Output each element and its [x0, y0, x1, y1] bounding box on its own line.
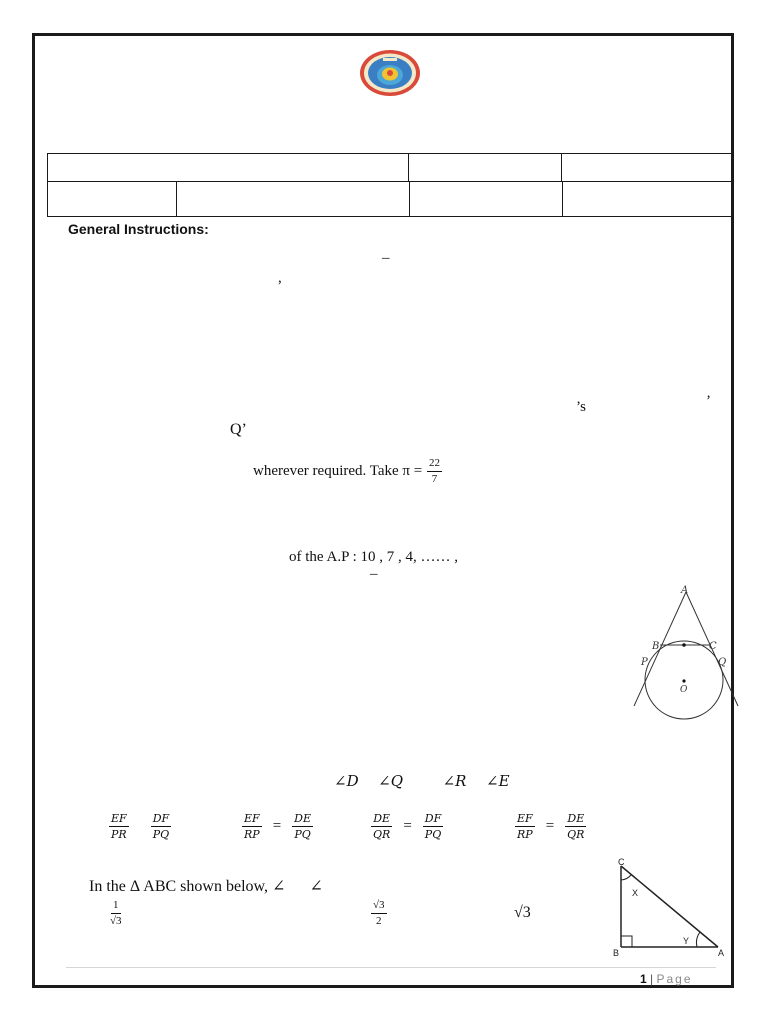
text-fragment: Q’	[230, 421, 247, 438]
page-footer	[640, 972, 693, 986]
trig-option-2-num: √3	[371, 900, 387, 914]
angle-e: ∠E	[486, 772, 510, 790]
option-c-num-2: DF	[424, 812, 442, 825]
figure-label-b: B	[652, 641, 660, 652]
option-d-eq: =	[545, 818, 555, 834]
tri-label-y: Y	[683, 936, 690, 946]
header-table-row-2	[47, 181, 732, 217]
tri-label-b: B	[613, 948, 620, 957]
header-cell	[409, 154, 562, 182]
header-cell	[48, 182, 177, 217]
option-b-den-1: RP	[244, 828, 260, 841]
option-d-den-1: RP	[517, 828, 533, 841]
trig-option-1	[107, 900, 125, 927]
option-a	[108, 813, 172, 840]
ap-question-text: of the A.P : 10 , 7 , 4, …… ,	[289, 549, 459, 565]
option-c-den-2: PQ	[424, 828, 442, 841]
pi-instruction	[253, 458, 443, 485]
header-cell	[48, 154, 409, 182]
option-a-den-1: PR	[111, 828, 127, 841]
option-c-num-1: DE	[373, 812, 391, 825]
page-separator: |	[650, 972, 654, 986]
pi-fraction-den: 7	[431, 473, 438, 485]
triangle-question-angle: ∠	[309, 878, 323, 895]
text-fragment: ’	[706, 393, 711, 409]
trig-option-2	[370, 900, 388, 927]
text-fragment: ,	[278, 270, 282, 286]
option-d-den-2: QR	[567, 828, 585, 841]
page-number: 1	[640, 972, 647, 986]
figure-label-p: P	[641, 657, 648, 668]
circle-tangent-figure	[628, 578, 740, 720]
trig-option-1-num: 1	[111, 900, 121, 914]
option-d-num-2: DE	[567, 812, 585, 825]
angle-d: ∠D	[334, 772, 359, 790]
option-a-num-2: DF	[152, 812, 170, 825]
header-table-row-1	[47, 153, 732, 182]
text-fragment: ’s	[576, 399, 587, 415]
footer-divider	[66, 967, 716, 968]
option-a-den-2: PQ	[152, 828, 170, 841]
option-d	[514, 813, 587, 840]
option-c-den-1: QR	[373, 828, 391, 841]
trig-option-2-den: 2	[376, 915, 382, 927]
option-b	[241, 813, 314, 840]
angles-line	[334, 772, 510, 790]
figure-label-c: C	[709, 641, 717, 652]
triangle-question-text	[89, 876, 323, 896]
option-b-den-2: PQ	[294, 828, 311, 841]
option-b-num-2: DE	[294, 812, 312, 825]
angle-q: ∠Q	[378, 772, 404, 790]
option-c-eq: =	[403, 818, 412, 834]
figure-label-q: Q	[718, 657, 727, 668]
option-d-num-1: EF	[517, 812, 533, 825]
header-cell	[563, 182, 732, 217]
angle-r: ∠R	[442, 772, 467, 790]
figure-label-o: O	[680, 685, 688, 695]
text-fragment: –	[382, 250, 390, 266]
page-word: Page	[656, 972, 693, 986]
pi-fraction-num: 22	[427, 458, 442, 472]
option-c	[370, 813, 444, 840]
pi-instruction-text: wherever required. Take π =	[253, 462, 423, 479]
tri-label-c: C	[618, 857, 625, 867]
figure-label-a: A	[681, 585, 689, 596]
school-logo	[358, 48, 422, 98]
triangle-question-main: In the Δ ABC shown below, ∠	[89, 878, 286, 895]
pi-fraction	[427, 458, 442, 485]
option-a-num-1: EF	[111, 812, 127, 825]
trig-option-3: √3	[514, 904, 531, 921]
trig-option-1-den: √3	[110, 915, 122, 927]
text-fragment: –	[370, 566, 378, 582]
header-cell	[177, 182, 410, 217]
tri-label-a: A	[718, 948, 725, 957]
instructions-heading: General Instructions:	[68, 221, 209, 237]
header-cell	[562, 154, 732, 182]
tri-label-x: X	[632, 888, 639, 898]
option-b-eq: =	[272, 818, 282, 834]
option-b-num-1: EF	[244, 812, 260, 825]
header-cell	[410, 182, 563, 217]
right-triangle-figure	[610, 853, 728, 957]
